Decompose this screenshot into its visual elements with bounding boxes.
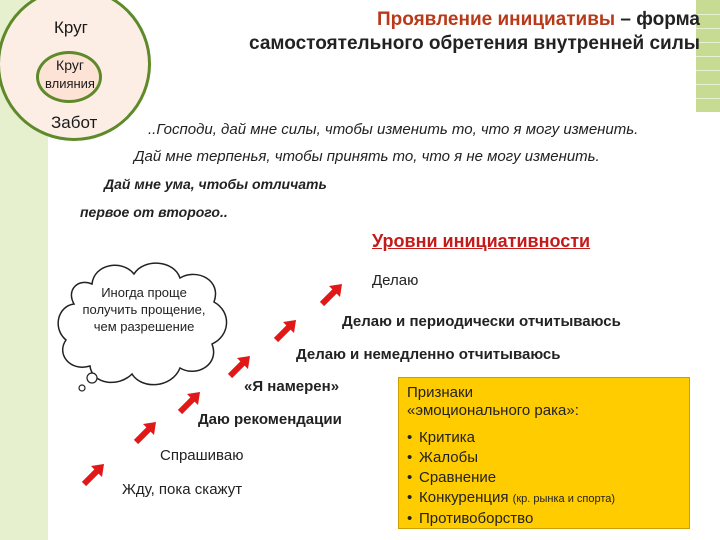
arrow-up-right-icon <box>318 282 344 308</box>
emotional-cancer-signs-box <box>398 377 690 529</box>
level-item-6: Спрашиваю <box>160 447 244 464</box>
level-item-3: Делаю и немедленно отчитываюсь <box>296 346 561 363</box>
prayer-line-2: Дай мне терпенья, чтобы принять то, что я не могу изменить. <box>134 148 600 165</box>
signs-list-item: • Сравнение <box>407 469 497 486</box>
page-title <box>140 8 700 56</box>
signs-list-item: • Конкуренция (кр. рынка и спорта) <box>407 489 616 506</box>
level-item-1: Делаю <box>372 272 419 289</box>
prayer-line-4: первое от второго.. <box>80 204 228 220</box>
signs-heading-line2: «эмоционального рака»: <box>407 402 579 419</box>
circle-influence-label-line2: влияния <box>45 76 95 91</box>
arrow-up-right-icon <box>176 390 202 416</box>
signs-list <box>407 428 681 529</box>
arrow-up-right-icon <box>132 420 158 446</box>
title-accent: Проявление инициативы <box>376 9 616 30</box>
prayer-line-1: ..Господи, дай мне силы, чтобы изменить то, что я могу изменить. <box>148 121 639 138</box>
circle-influence-label-line1: Круг <box>56 57 84 73</box>
level-item-2: Делаю и периодически отчитываюсь <box>342 313 621 330</box>
title-line2: самостоятельного обретения внутренней силы <box>249 33 700 54</box>
level-item-7: Жду, пока скажут <box>122 481 243 498</box>
level-item-5: Даю рекомендации <box>198 411 342 428</box>
circle-concern-label-top: Круг <box>54 18 88 37</box>
signs-list-item: • Противоборство <box>407 510 534 527</box>
signs-heading-line1: Признаки <box>407 384 473 401</box>
competition-note: (кр. рынка и спорта) <box>512 493 616 505</box>
title-dash: – форма <box>615 9 700 30</box>
signs-list-item: • Критика <box>407 429 475 446</box>
arrow-up-right-icon <box>226 354 252 380</box>
signs-list-item: • Жалобы <box>407 449 478 466</box>
level-item-4: «Я намерен» <box>244 378 340 395</box>
prayer-line-3: Дай мне ума, чтобы отличать <box>104 176 327 192</box>
circle-concern-label-bottom: Забот <box>51 113 98 132</box>
cloud-text: Иногда проще получить прощение, чем разрешение <box>82 285 206 334</box>
arrow-up-right-icon <box>272 318 298 344</box>
arrow-up-right-icon <box>80 462 106 488</box>
levels-title: Уровни инициативности <box>372 231 591 251</box>
